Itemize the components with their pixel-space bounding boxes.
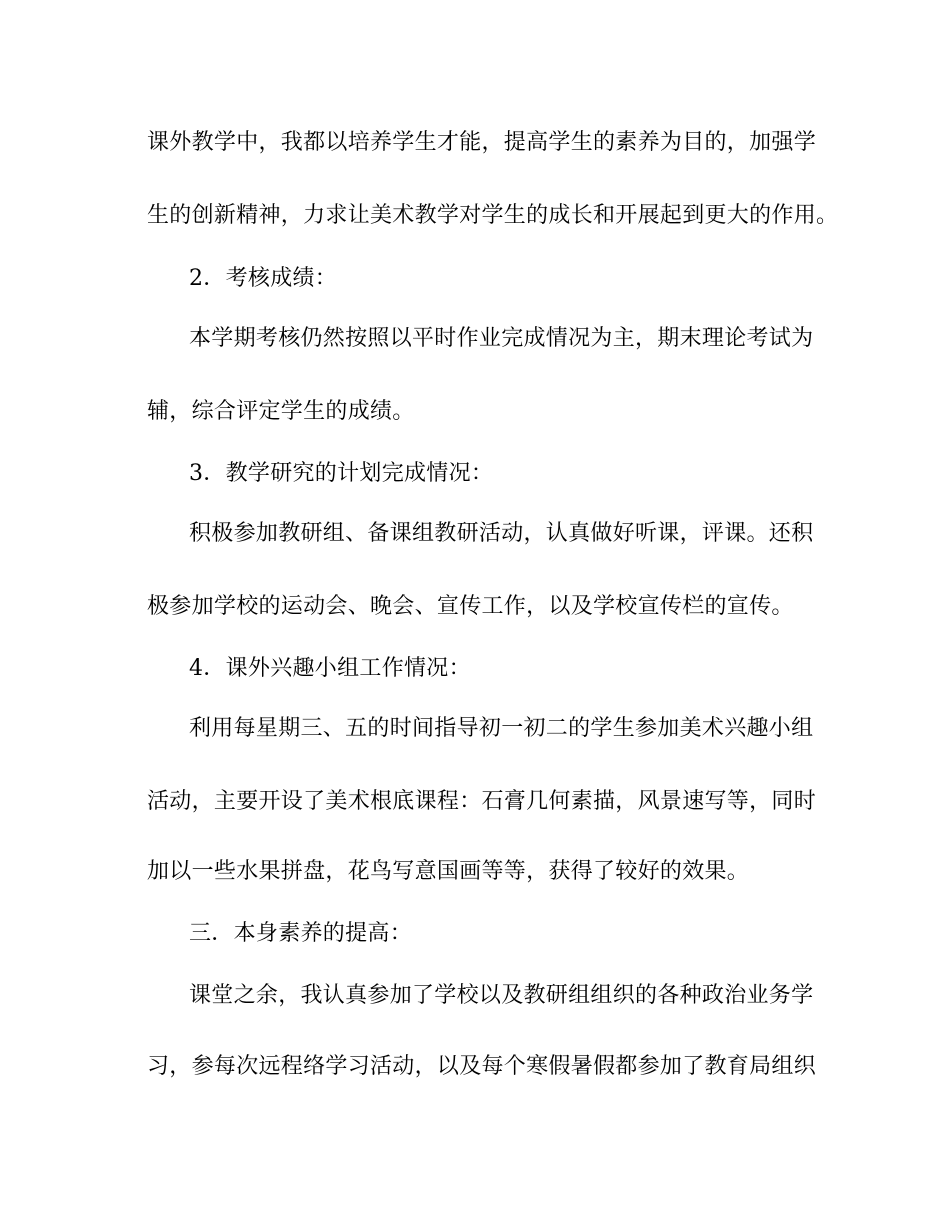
paragraph-line: 加以一些水果拼盘，花鸟写意国画等等，获得了较好的效果。 bbox=[147, 859, 750, 884]
section-heading: 3．教学研究的计划完成情况： bbox=[189, 461, 494, 486]
paragraph-line: 习，参每次远程络学习活动，以及每个寒假暑假都参加了教育局组织 bbox=[147, 1054, 817, 1079]
paragraph-line: 本学期考核仍然按照以平时作业完成情况为主，期末理论考试为 bbox=[189, 326, 814, 351]
paragraph-line: 利用每星期三、五的时间指导初一初二的学生参加美术兴趣小组 bbox=[189, 716, 814, 741]
section-heading: 4．课外兴趣小组工作情况： bbox=[189, 656, 471, 681]
paragraph-line: 极参加学校的运动会、晚会、宣传工作，以及学校宣传栏的宣传。 bbox=[147, 594, 794, 619]
paragraph-line: 课堂之余，我认真参加了学校以及教研组组织的各种政治业务学 bbox=[189, 983, 814, 1008]
paragraph-line: 积极参加教研组、备课组教研活动，认真做好听课，评课。还积 bbox=[189, 521, 814, 546]
paragraph-line: 辅，综合评定学生的成绩。 bbox=[147, 399, 415, 424]
section-heading: 三．本身素养的提高： bbox=[189, 921, 413, 946]
section-heading: 2．考核成绩： bbox=[189, 266, 338, 291]
paragraph-line: 课外教学中，我都以培养学生才能，提高学生的素养为目的，加强学 bbox=[147, 130, 817, 155]
paragraph-line: 活动，主要开设了美术根底课程：石膏几何素描，风景速写等，同时 bbox=[147, 789, 817, 814]
paragraph-line: 生的创新精神，力求让美术教学对学生的成长和开展起到更大的作用。 bbox=[147, 203, 839, 228]
